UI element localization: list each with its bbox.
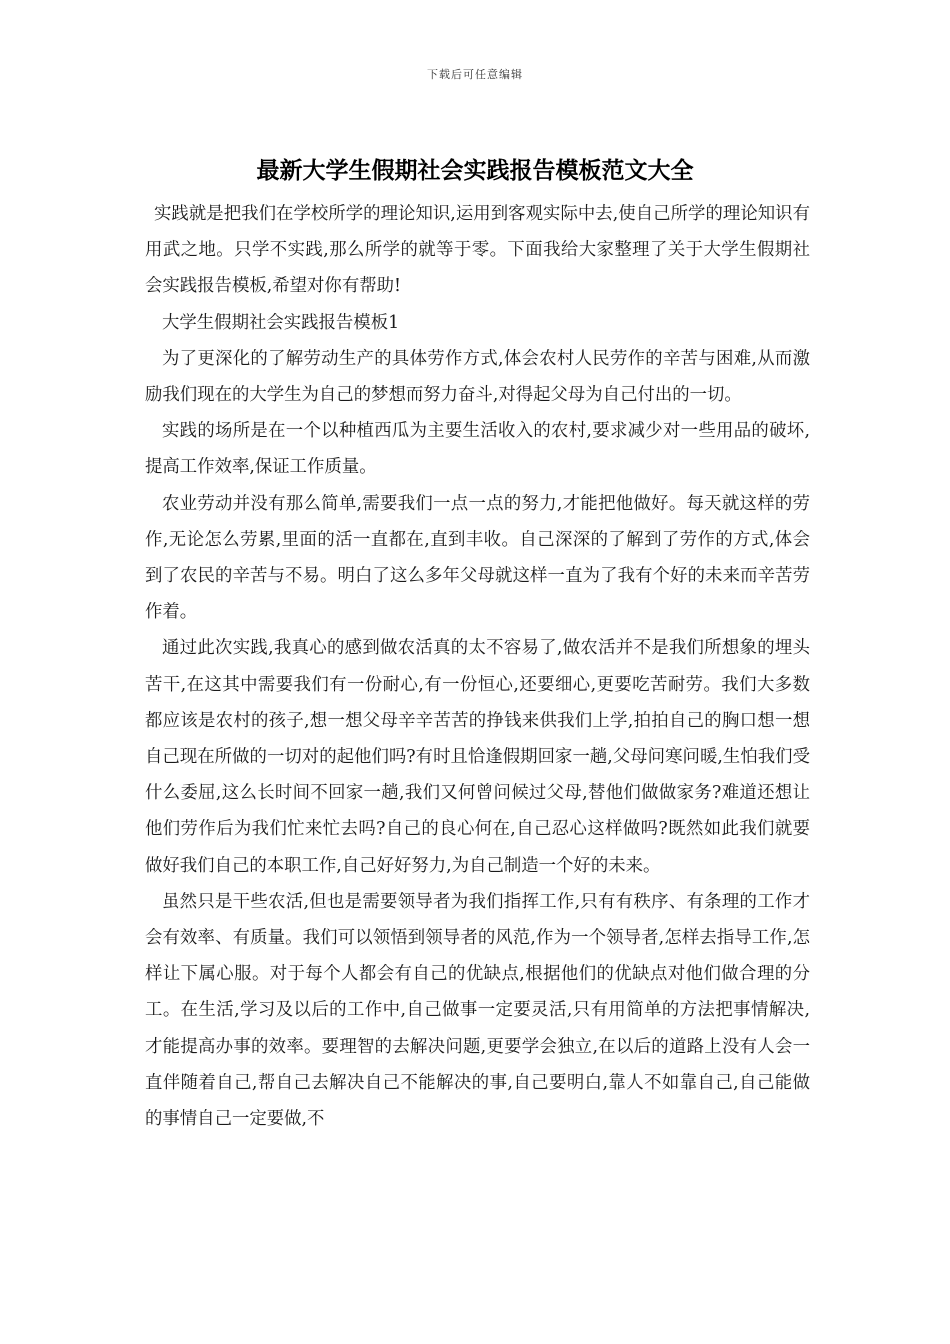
paragraph: 实践的场所是在一个以种植西瓜为主要生活收入的农村,要求减少对一些用品的破坏,提高工作效率,保证工作质量。 xyxy=(145,421,810,478)
header-note: 下载后可任意编辑 xyxy=(427,68,523,81)
section-heading: 大学生假期社会实践报告模板1 xyxy=(162,312,400,333)
document-title: 最新大学生假期社会实践报告模板范文大全 xyxy=(256,157,694,184)
document-body xyxy=(145,196,810,1137)
paragraph: 农业劳动并没有那么简单,需要我们一点一点的努力,才能把他做好。每天就这样的劳作,无论怎么劳累,里面的活一直都在,直到丰收。自己深深的了解到了劳作的方式,体会到了农民的辛苦与不易。明白了这么多年父母就这样一直为了我有个好的未来而辛苦劳作着。 xyxy=(145,493,810,623)
paragraph: 为了更深化的了解劳动生产的具体劳作方式,体会农村人民劳作的辛苦与困难,从而激励我们现在的大学生为自己的梦想而努力奋斗,对得起父母为自己付出的一切。 xyxy=(145,348,810,406)
paragraph: 通过此次实践,我真心的感到做农活真的太不容易了,做农活并不是我们所想象的埋头苦干,在这其中需要我们有一份耐心,有一份恒心,还要细心,更要吃苦耐劳。我们大多数都应该是农村的孩子,想一想父母辛辛苦苦的挣钱来供我们上学,拍拍自己的胸口想一想自己现在所做的一切对的起他们吗?有时且恰逢假期回家一趟,父母问寒问暖,生怕我们受什么委屈,这么长时间不回家一趟,我们又何曾问候过父母,替他们做做家务?难道还想让他们劳作后为我们忙来忙去吗?自己的良心何在,自己忍心这样做吗?既然如此我们就要做好我们自己的本职工作,自己好好努力,为自己制造一个好的未来。 xyxy=(145,638,810,876)
paragraph: 虽然只是干些农活,但也是需要领导者为我们指挥工作,只有有秩序、有条理的工作才会有效率、有质量。我们可以领悟到领导者的风范,作为一个领导者,怎样去指导工作,怎样让下属心服。对于每个人都会有自己的优缺点,根据他们的优缺点对他们做合理的分工。在生活,学习及以后的工作中,自己做事一定要灵活,只有用简单的方法把事情解决,才能提高办事的效率。要理智的去解决问题,更要学会独立,在以后的道路上没有人会一直伴随着自己,帮自己去解决自己不能解决的事,自己要明白,靠人不如靠自己,自己能做的事情自己一定要做,不 xyxy=(145,891,810,1130)
paragraph-intro: 实践就是把我们在学校所学的理论知识,运用到客观实际中去,使自己所学的理论知识有用武之地。只学不实践,那么所学的就等于零。下面我给大家整理了关于大学生假期社会实践报告模板,希望对你有帮助! xyxy=(145,204,810,297)
